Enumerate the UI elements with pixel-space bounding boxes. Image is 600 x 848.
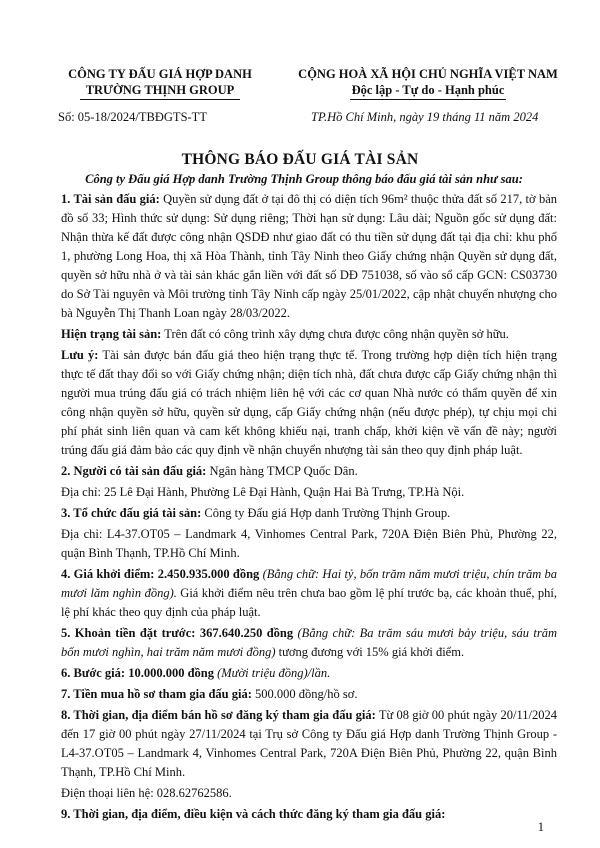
section-5-text: tương đương với 15% giá khởi điểm.: [275, 645, 465, 659]
section-8-phone: Điện thoại liên hệ: 028.62762586.: [61, 786, 232, 800]
section-3: [61, 504, 557, 523]
org-name-line1: CÔNG TY ĐẤU GIÁ HỢP DANH: [68, 67, 252, 81]
asset-status: [61, 325, 557, 344]
section-4-in-words: (Bằng chữ: Hai tỷ, bốn trăm năm mươi triệu, chín trăm ba mươi lăm nghìn đồng).: [61, 567, 557, 600]
section-6-in-words: (Mười triệu đồng)/lần.: [213, 666, 331, 680]
document-number: Số: 05-18/2024/TBĐGTS-TT: [58, 110, 207, 124]
section-5-in-words: (Bằng chữ: Ba trăm sáu mươi bảy triệu, sáu trăm bốn mươi nghìn, hai trăm năm mươi đồng): [61, 626, 558, 659]
section-4: [61, 565, 557, 622]
section-5: [61, 624, 557, 662]
section-3-text: Công ty Đấu giá Hợp danh Trường Thịnh Group.: [201, 506, 451, 520]
national-header: [278, 66, 578, 100]
section-4-text: Giá khởi điểm nêu trên chưa bao gồm lệ phí trước bạ, các khoản thuế, phí, lệ phí khác theo quy định của pháp luật.: [61, 586, 558, 619]
nation-motto: Độc lập - Tự do - Hạnh phúc: [350, 82, 507, 100]
note: [61, 346, 557, 460]
section-4-label: 4. Giá khởi điểm: 2.450.935.000 đồng: [61, 567, 260, 581]
section-7-text: 500.000 đồng/hồ sơ.: [251, 687, 358, 701]
section-8-text: Từ 08 giờ 00 phút ngày 20/11/2024 đến 17 giờ 00 phút ngày 27/11/2024 tại Trụ sở Công ty Đấu giá Hợp danh Trường Thịnh Group - L4-37.OT05 – Landmark 4, Vinhomes Central Park, 720A Điện Biên Phủ, Phường 22, quận Bình Thạnh, TP.Hồ Chí Minh.: [61, 708, 557, 779]
organization-header: [40, 66, 280, 100]
section-1-text: Quyền sử dụng đất ở tại đô thị có diện tích 96m² thuộc thửa đất số 217, tờ bản đồ số 33; Hình thức sử dụng: Sử dụng riêng; Thời hạn sử dụng: Lâu dài; Nguồn gốc sử dụng đất: Nhận thừa kế đất được công nhận QSDĐ như giao đất có thu tiền sử dụng đất tại địa chỉ: khu phố 1, phường Long Hoa, thị xã Hòa Thành, tỉnh Tây Ninh theo Giấy chứng nhận Quyền sử dụng đất, quyền sở hữu nhà ở và tài sản khác gắn liền với đất số DĐ 751038, số vào sổ cấp GCN: CS03730 do Sở Tài nguyên và Môi trường tỉnh Tây Ninh cấp ngày 25/01/2022, cập nhật chuyển nhượng cho bà Nguyễn Thị Thanh Loan ngày 28/03/2022.: [61, 192, 557, 320]
document-title: THÔNG BÁO ĐẤU GIÁ TÀI SẢN: [181, 151, 419, 168]
page-number: 1: [537, 820, 544, 834]
org-name-line2: TRƯỜNG THỊNH GROUP: [80, 82, 241, 100]
section-1: [61, 190, 557, 323]
section-9-label: 9. Thời gian, địa điểm, điều kiện và cách thức đăng ký tham gia đấu giá:: [61, 807, 446, 821]
section-1-label: 1. Tài sản đấu giá:: [61, 192, 160, 206]
section-3-label: 3. Tổ chức đấu giá tài sản:: [61, 506, 202, 520]
note-label: Lưu ý:: [61, 348, 99, 362]
section-2-text: Ngân hàng TMCP Quốc Dân.: [206, 464, 358, 478]
section-6: [61, 664, 557, 683]
section-2-address: Địa chỉ: 25 Lê Đại Hành, Phường Lê Đại Hành, Quận Hai Bà Trưng, TP.Hà Nội.: [61, 485, 465, 499]
section-7: [61, 685, 557, 704]
note-text: Tài sản được bán đấu giá theo hiện trạng thực tế. Trong trường hợp diện tích hiện trạng thực tế đất thay đổi so với Giấy chứng nhận; diện tích nhà, đất chưa được cấp Giấy chứng nhận thì người mua trúng đấu giá có trách nhiệm liên hệ với các cơ quan Nhà nước có thẩm quyền để xin công nhận quyền sở hữu, quyền sử dụng, cấp Giấy chứng nhận (nếu được phép), tự chịu mọi chi phí phát sinh liên quan và cam kết không khiếu nại, tranh chấp, khởi kiện về vấn đề này; người trúng đấu giá đảm bảo các quy định về nhận chuyển nhượng tài sản theo quy định pháp luật.: [61, 348, 558, 457]
section-3-address: Địa chỉ: L4-37.OT05 – Landmark 4, Vinhomes Central Park, 720A Điện Biên Phủ, Phường 22, quận Bình Thạnh, TP.Hồ Chí Minh.: [61, 527, 557, 560]
section-8: [61, 706, 557, 782]
section-6-label: 6. Bước giá: 10.000.000 đồng: [61, 666, 214, 680]
asset-status-text: Trên đất có công trình xây dựng chưa được công nhận quyền sở hữu.: [161, 327, 509, 341]
asset-status-label: Hiện trạng tài sản:: [61, 327, 162, 341]
document-subtitle: Công ty Đấu giá Hợp danh Trường Thịnh Group thông báo đấu giá tài sản như sau:: [85, 172, 523, 186]
section-7-label: 7. Tiền mua hồ sơ tham gia đấu giá:: [61, 687, 252, 701]
document-body: [61, 190, 557, 826]
nation-title: CỘNG HOÀ XÃ HỘI CHỦ NGHĨA VIỆT NAM: [298, 67, 558, 81]
section-2-label: 2. Người có tài sản đấu giá:: [61, 464, 207, 478]
section-8-label: 8. Thời gian, địa điểm bán hồ sơ đăng ký tham gia đấu giá:: [61, 708, 376, 722]
place-date: TP.Hồ Chí Minh, ngày 19 tháng 11 năm 2024: [311, 110, 539, 124]
section-9: [61, 805, 557, 824]
section-2: [61, 462, 557, 481]
section-5-label: 5. Khoản tiền đặt trước: 367.640.250 đồng: [61, 626, 294, 640]
